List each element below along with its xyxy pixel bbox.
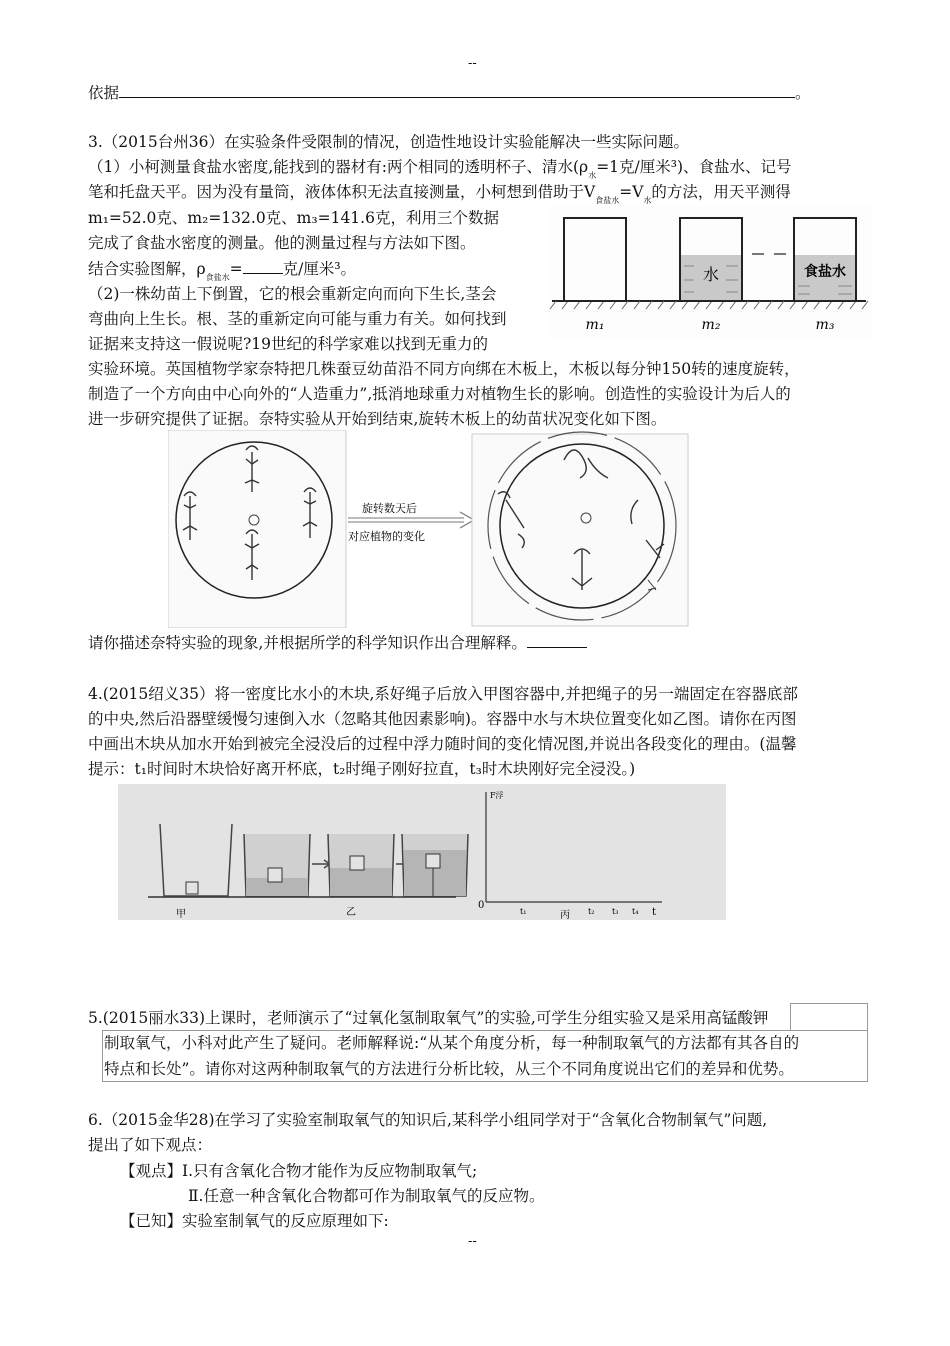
q4-a: 4.(2015绍义35）将一密度比水小的木块,系好绳子后放入甲图容器中,并把绳子的另一端固定在容器底部 [88, 685, 798, 703]
saltwater-label: 食盐水 [804, 264, 846, 280]
fig-label-jia: 甲 [176, 909, 186, 920]
arrow-text-1: 旋转数天后 [362, 502, 417, 515]
subscript: 水 [643, 196, 652, 205]
cup-label-m3: m₃ [815, 317, 835, 333]
buoyancy-figure [118, 784, 726, 920]
cup-label-m2: m₂ [701, 317, 721, 333]
q6-e: 【已知】实验室制氧气的反应原理如下: [120, 1212, 389, 1230]
tick-t2: t₂ [588, 907, 595, 916]
q4-c: 中画出木块从加水开始到被完全浸没后的过程中浮力随时间的变化情况图,并说出各段变化的理由。(温馨 [88, 735, 797, 753]
q4-d: 提示：t₁时间时木块恰好离开杯底，t₂时绳子刚好拉直，t₃时木块刚好完全浸没。) [88, 760, 636, 778]
density-blank [243, 259, 283, 274]
text: 笔和托盘天平。因为没有量筒，液体体积无法直接测量，小柯想到借助于V [88, 183, 596, 201]
text: 结合实验图解，ρ [88, 260, 206, 278]
rotation-figure [168, 430, 692, 628]
q3-p2e: 制造了一个方向由中心向外的“人造重力”,抵消地球重力对植物生长的影响。创造性的实验设计为后人的 [88, 385, 791, 403]
fig-label-bing: 丙 [560, 910, 570, 920]
arrow-text-2: 对应植物的变化 [348, 530, 425, 543]
text: =V [619, 183, 644, 201]
text: 克/厘米³。 [282, 260, 357, 278]
q3-p1b [88, 181, 791, 206]
cups-figure [548, 206, 872, 338]
q6-c: 【观点】Ⅰ.只有含氧化合物才能作为反应物制取氧气; [120, 1162, 478, 1180]
subscript: 食盐水 [595, 196, 620, 205]
q3-p2d: 实验环境。英国植物学家奈特把几株蚕豆幼苗沿不同方向绑在木板上，木板以每分钟150转的速度旋转， [88, 360, 800, 378]
axis-x-label: t [652, 907, 657, 918]
q3-p1d: 完成了食盐水密度的测量。他的测量过程与方法如下图。 [88, 234, 476, 252]
q3-p1e [88, 258, 356, 283]
text: 请你描述奈特实验的现象,并根据所学的科学知识作出合理解释。 [88, 634, 527, 652]
q4-b: 的中央,然后沿器壁缓慢匀速倒入水（忽略其他因素影响)。容器中水与木块位置变化如乙图。请你在丙图 [88, 710, 797, 728]
q3-question [88, 632, 587, 654]
q6-d: Ⅱ.任意一种含氧化合物都可作为制取氧气的反应物。 [188, 1187, 545, 1205]
q5-b: 制取氧气，小科对此产生了疑问。老师解释说:“从某个角度分析，每一种制取氧气的方法都有其各自的 [104, 1034, 800, 1052]
footer-mark: -- [468, 1234, 477, 1249]
text: =1克/厘米³)、食盐水、记号 [596, 158, 792, 176]
tick-t4: t₄ [632, 907, 639, 916]
label-basis: 依据 [88, 84, 120, 102]
q3-p2c: 证据来支持这一假说呢?19世纪的科学家难以找到无重力的 [88, 335, 489, 353]
period: 。 [795, 84, 811, 102]
q3-p1c: m₁=52.0克、m₂=132.0克、m₃=141.6克，利用三个数据 [88, 209, 499, 227]
q5-c: 特点和长处”。请你对这两种制取氧气的方法进行分析比较，从三个不同角度说出它们的差异和优势。 [104, 1060, 794, 1078]
highlight-box [102, 1030, 868, 1082]
tick-t3: t₃ [612, 907, 619, 916]
subscript: 食盐水 [205, 273, 230, 282]
text: （1）小柯测量食盐水密度,能找到的器材有:两个相同的透明杯子、清水(ρ [88, 158, 589, 176]
header-mark: -- [468, 56, 477, 71]
highlight-box-top [790, 1003, 868, 1030]
axis-y-label: F浮 [490, 791, 504, 800]
cup-label-m1: m₁ [585, 317, 605, 333]
q3-title: 3.（2015台州36）在实验条件受限制的情况，创造性地设计实验能解决一些实际问题。 [88, 133, 689, 151]
answer-line-top [88, 82, 811, 104]
text: = [229, 260, 243, 278]
origin-label: 0 [478, 900, 485, 911]
fig-label-yi: 乙 [346, 907, 356, 918]
tick-t1: t₁ [520, 907, 527, 916]
water-label: 水 [702, 265, 720, 284]
q6-a: 6.（2015金华28)在学习了实验室制取氧气的知识后,某科学小组同学对于“含氧化合物制氧气”问题, [88, 1111, 768, 1129]
blank-line [119, 83, 795, 98]
answer-blank [527, 633, 587, 648]
q3-p2b: 弯曲向上生长。根、茎的重新定向可能与重力有关。如何找到 [88, 310, 507, 328]
q3-p2f: 进一步研究提供了证据。奈特实验从开始到结束,旋转木板上的幼苗状况变化如下图。 [88, 410, 667, 428]
q6-b: 提出了如下观点： [88, 1136, 213, 1154]
subscript: 水 [588, 171, 597, 180]
q3-p2a: （2)一株幼苗上下倒置，它的根会重新定向而向下生长,茎会 [88, 285, 497, 303]
q5-a: 5.(2015丽水33)上课时，老师演示了“过氧化氢制取氧气”的实验,可学生分组实验又是采用高锰酸钾 [88, 1009, 769, 1027]
q3-p1a [88, 156, 792, 181]
text: 的方法，用天平测得 [651, 183, 791, 201]
